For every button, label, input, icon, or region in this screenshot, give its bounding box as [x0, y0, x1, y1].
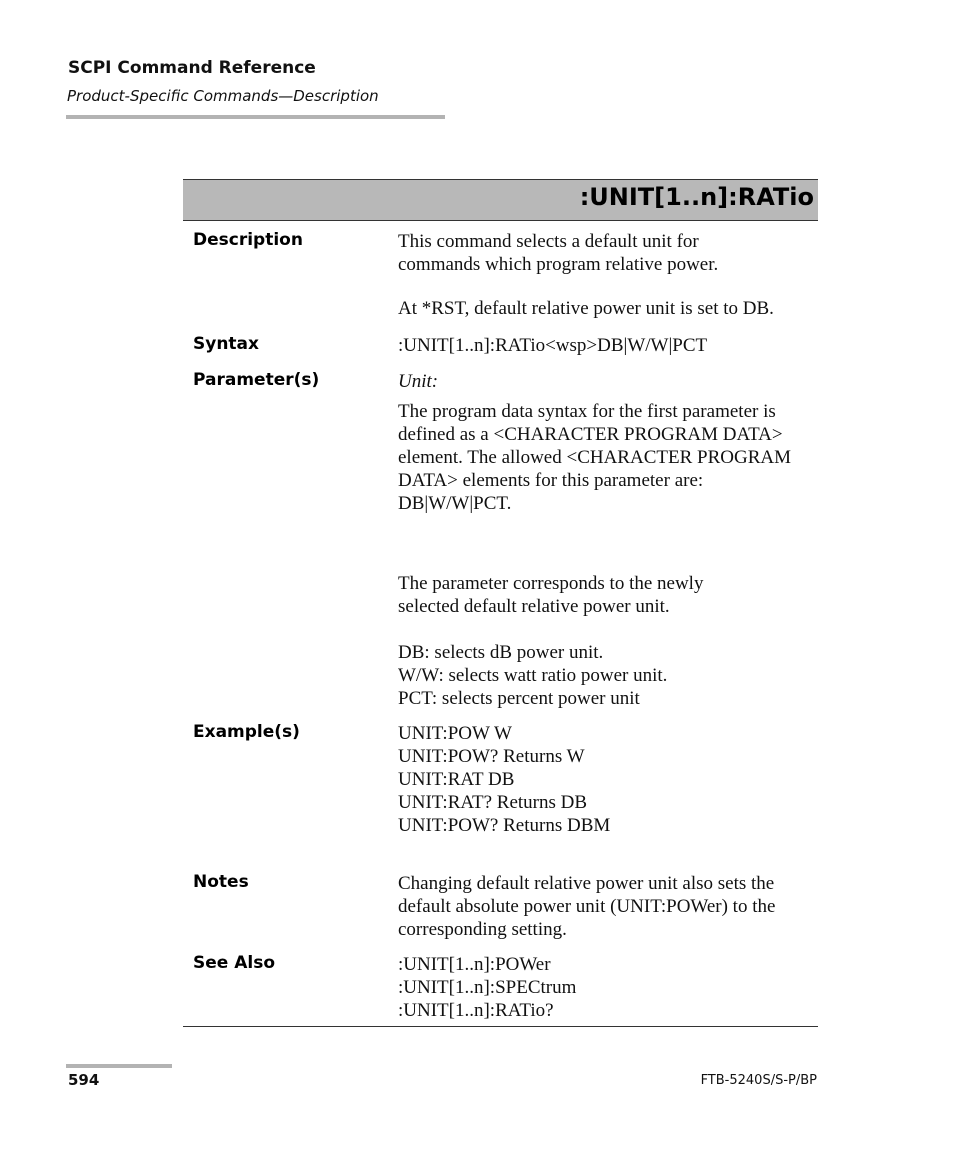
examples-text: UNIT:POW W UNIT:POW? Returns W UNIT:RAT DB UNIT:RAT? Returns DB UNIT:POW? Returns DBM: [398, 723, 611, 836]
command-title: :UNIT[1..n]:RATio: [579, 183, 814, 211]
syntax-text: :UNIT[1..n]:RATio<wsp>DB|W/W|PCT: [398, 335, 708, 356]
parameters-label: Parameter(s): [193, 370, 320, 390]
product-name: FTB-5240S/S-P/BP: [700, 1073, 817, 1088]
footer-rule: [66, 1064, 172, 1068]
notes-text: Changing default relative power unit also sets the default absolute power unit (UNIT:POWer) to the corresponding setting.: [398, 873, 776, 940]
running-header-title: SCPI Command Reference: [68, 58, 316, 78]
running-header-subtitle: Product-Specific Commands—Description: [67, 87, 379, 105]
parameter-name: Unit:: [398, 371, 439, 392]
description-rst-text: At *RST, default relative power unit is set to DB.: [398, 298, 774, 319]
notes-label: Notes: [193, 872, 249, 892]
parameter-values-text: DB: selects dB power unit. W/W: selects watt ratio power unit. PCT: selects percent power unit: [398, 642, 668, 709]
examples-label: Example(s): [193, 722, 300, 742]
page-number: 594: [68, 1071, 100, 1089]
syntax-label: Syntax: [193, 334, 259, 354]
parameter-meaning-text: The parameter corresponds to the newly selected default relative power unit.: [398, 573, 704, 617]
see-also-label: See Also: [193, 953, 276, 973]
command-title-bar: [183, 179, 818, 221]
header-rule: [66, 115, 445, 119]
parameter-syntax-text: The program data syntax for the first parameter is defined as a <CHARACTER PROGRAM DATA> element. The allowed <CHARACTER PROGRAM DATA> elements for this parameter are: DB|W/W|PCT.: [398, 401, 791, 514]
description-label: Description: [193, 230, 303, 250]
description-text: This command selects a default unit for commands which program relative power.: [398, 231, 719, 275]
see-also-text: :UNIT[1..n]:POWer :UNIT[1..n]:SPECtrum :UNIT[1..n]:RATio?: [398, 954, 577, 1021]
table-bottom-rule: [183, 1026, 818, 1027]
